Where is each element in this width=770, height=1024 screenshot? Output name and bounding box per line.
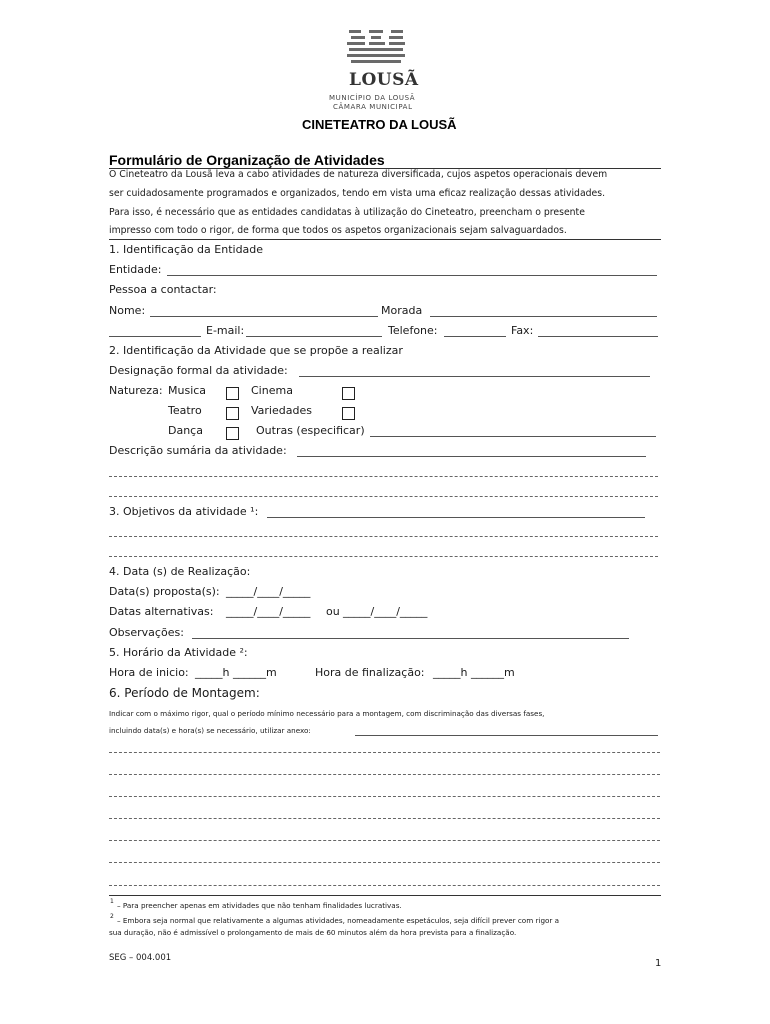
phone-field[interactable] xyxy=(444,336,506,337)
entity-label: Entidade: xyxy=(109,263,162,276)
page-number: 1 xyxy=(655,958,662,969)
variety-label: Variedades xyxy=(251,404,312,417)
section-4-heading: 4. Data (s) de Realização: xyxy=(109,565,251,578)
designation-label: Designação formal da atividade: xyxy=(109,364,288,377)
observations-field[interactable] xyxy=(192,638,629,639)
intro-rule xyxy=(109,239,661,240)
objectives-field-3[interactable] xyxy=(109,556,658,557)
proposed-dates-label: Data(s) proposta(s): xyxy=(109,585,220,598)
assembly-field-4[interactable] xyxy=(109,818,660,819)
footnote-2-text-1: – Embora seja normal que relativamente a algumas atividades, nomeadamente espetáculos, seja difícil prever com rigor a xyxy=(117,916,560,925)
alt-dates-label: Datas alternativas: xyxy=(109,605,214,618)
nature-label: Natureza: xyxy=(109,384,163,397)
section-3-heading: 3. Objetivos da atividade ¹: xyxy=(109,505,259,518)
assembly-field-6[interactable] xyxy=(109,862,660,863)
footnote-2-text-2: sua duração, não é admissível o prolongamento de mais de 60 minutos além da hora prevista para a finalização. xyxy=(109,928,517,937)
observations-label: Observações: xyxy=(109,626,184,639)
intro-line-1: O Cineteatro da Lousã leva a cabo atividades de natureza diversificada, cujos aspetos operacionais devem xyxy=(109,169,608,180)
variety-checkbox[interactable] xyxy=(342,407,355,420)
email-field[interactable] xyxy=(246,336,382,337)
footnote-2-number: 2 xyxy=(110,913,114,920)
email-label: E-mail: xyxy=(206,324,245,337)
dance-label: Dança xyxy=(168,424,203,437)
assembly-field-5[interactable] xyxy=(109,840,660,841)
proposed-dates-field[interactable]: _____/____/_____ xyxy=(226,585,311,598)
music-checkbox[interactable] xyxy=(226,387,239,400)
assembly-field-1[interactable] xyxy=(109,752,660,753)
logo-subtitle-1: MUNICÍPIO DA LOUSÃ xyxy=(329,94,416,102)
start-time-field[interactable]: _____h ______m xyxy=(195,666,277,679)
others-label: Outras (especificar) xyxy=(256,424,365,437)
assembly-instructions-2: incluindo data(s) e hora(s) se necessário, utilizar anexo: xyxy=(109,726,311,735)
cinema-label: Cinema xyxy=(251,384,293,397)
others-field[interactable] xyxy=(370,436,656,437)
section-1-heading: 1. Identificação da Entidade xyxy=(109,243,264,256)
address-field[interactable] xyxy=(430,316,657,317)
logo-wordmark: LOUSÃ xyxy=(349,70,419,90)
contact-extra-field[interactable] xyxy=(109,336,201,337)
alt-dates-field-2[interactable]: _____/____/_____ xyxy=(343,605,428,618)
music-label: Musica xyxy=(168,384,207,397)
phone-label: Telefone: xyxy=(388,324,438,337)
section-6-heading: 6. Período de Montagem: xyxy=(109,686,260,700)
summary-field-1[interactable] xyxy=(297,456,646,457)
venue-title: CINETEATRO DA LOUSÃ xyxy=(302,117,457,132)
summary-field-2[interactable] xyxy=(109,476,658,477)
assembly-instructions-1: Indicar com o máximo rigor, qual o período mínimo necessário para a montagem, com discriminação das diversas fases, xyxy=(109,709,545,718)
name-field[interactable] xyxy=(150,316,378,317)
address-label: Morada xyxy=(381,304,423,317)
fax-label: Fax: xyxy=(511,324,534,337)
footnote-1-text: – Para preencher apenas em atividades que não tenham finalidades lucrativas. xyxy=(117,901,402,910)
end-time-field[interactable]: _____h ______m xyxy=(433,666,515,679)
assembly-field-0[interactable] xyxy=(355,735,658,736)
alt-dates-field-1[interactable]: _____/____/_____ xyxy=(226,605,311,618)
logo-subtitle-2: CÂMARA MUNICIPAL xyxy=(333,103,413,111)
form-title: Formulário de Organização de Atividades xyxy=(109,152,385,168)
contact-label: Pessoa a contactar: xyxy=(109,283,217,296)
start-time-label: Hora de inicio: xyxy=(109,666,189,679)
name-label: Nome: xyxy=(109,304,146,317)
assembly-field-7[interactable] xyxy=(109,885,660,886)
theatre-label: Teatro xyxy=(168,404,202,417)
entity-field[interactable] xyxy=(167,275,657,276)
assembly-field-2[interactable] xyxy=(109,774,660,775)
section-2-heading: 2. Identificação da Atividade que se propõe a realizar xyxy=(109,344,403,357)
theatre-checkbox[interactable] xyxy=(226,407,239,420)
end-time-label: Hora de finalização: xyxy=(315,666,425,679)
lousa-logo-emblem xyxy=(345,28,407,68)
intro-line-2: ser cuidadosamente programados e organizados, tendo em vista uma eficaz realização dessas atividades. xyxy=(109,188,606,199)
intro-line-3: Para isso, é necessário que as entidades candidatas à utilização do Cineteatro, preencham o presente xyxy=(109,207,585,218)
dance-checkbox[interactable] xyxy=(226,427,239,440)
footnote-rule xyxy=(109,895,661,896)
assembly-field-3[interactable] xyxy=(109,796,660,797)
section-5-heading: 5. Horário da Atividade ²: xyxy=(109,646,248,659)
cinema-checkbox[interactable] xyxy=(342,387,355,400)
summary-label: Descrição sumária da atividade: xyxy=(109,444,287,457)
alt-dates-or: ou xyxy=(326,605,340,618)
intro-line-4: impresso com todo o rigor, de forma que todos os aspetos organizacionais sejam salvaguardados. xyxy=(109,225,567,236)
document-code: SEG – 004.001 xyxy=(109,953,172,963)
designation-field[interactable] xyxy=(299,376,650,377)
footnote-1-number: 1 xyxy=(110,898,114,905)
summary-field-3[interactable] xyxy=(109,496,658,497)
fax-field[interactable] xyxy=(538,336,658,337)
objectives-field-2[interactable] xyxy=(109,536,658,537)
objectives-field-1[interactable] xyxy=(267,517,645,518)
